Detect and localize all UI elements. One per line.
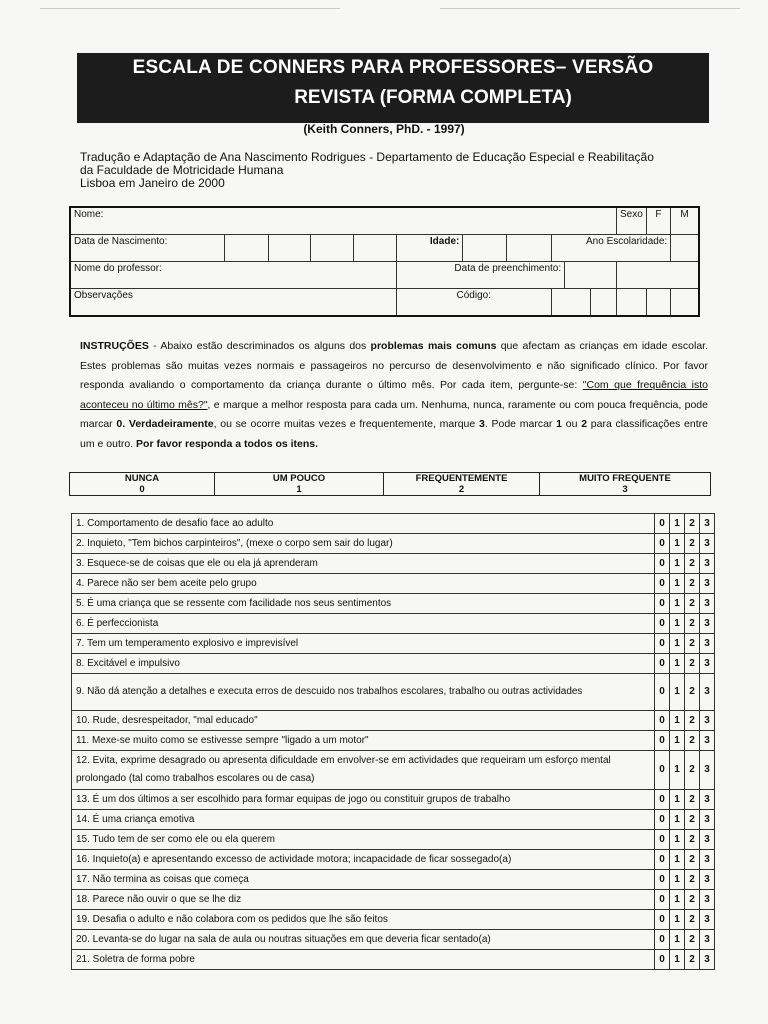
rating-option-2[interactable]: 2 [685, 514, 700, 534]
sex-label: Sexo [616, 207, 646, 235]
instructions-emphasis: 1 [556, 418, 563, 430]
name-label: Nome: [74, 209, 104, 220]
rating-option-2[interactable]: 2 [685, 654, 700, 674]
rating-option-3[interactable]: 3 [700, 950, 715, 970]
scale-cell [215, 473, 384, 496]
rating-option-3[interactable]: 3 [700, 850, 715, 870]
rating-option-2[interactable]: 2 [685, 810, 700, 830]
rating-option-2[interactable]: 2 [685, 751, 700, 790]
item-row [72, 910, 715, 930]
title-line-2: REVISTA (FORMA COMPLETA) [294, 87, 572, 108]
sex-f-option[interactable]: F [646, 207, 670, 235]
item-text: 21. Soletra de forma pobre [72, 950, 655, 970]
rating-option-1[interactable]: 1 [670, 514, 685, 534]
instructions-text: - Abaixo estão descriminados os alguns dos [148, 340, 371, 352]
scale-cell [70, 473, 215, 496]
item-row [72, 751, 715, 790]
instructions-text: ou [562, 418, 582, 430]
rating-option-2[interactable]: 2 [685, 890, 700, 910]
rating-option-1[interactable]: 1 [670, 890, 685, 910]
birthdate-label: Data de Nascimento: [70, 235, 224, 262]
item-text: 10. Rude, desrespeitador, "mal educado" [72, 711, 655, 731]
rating-option-0[interactable]: 0 [655, 711, 670, 731]
birthdate-cell[interactable] [311, 235, 354, 262]
item-row [72, 810, 715, 830]
rating-option-0[interactable]: 0 [655, 810, 670, 830]
rating-option-2[interactable]: 2 [685, 731, 700, 751]
rating-option-3[interactable]: 3 [700, 930, 715, 950]
rating-option-2[interactable]: 2 [685, 850, 700, 870]
rating-option-1[interactable]: 1 [670, 614, 685, 634]
item-text: 3. Esquece-se de coisas que ele ou ela já aprenderam [72, 554, 655, 574]
rating-scale-legend [69, 472, 711, 496]
rating-option-3[interactable]: 3 [700, 554, 715, 574]
rating-option-2[interactable]: 2 [685, 711, 700, 731]
item-row [72, 870, 715, 890]
item-text: 15. Tudo tem de ser como ele ou ela querem [72, 830, 655, 850]
rating-option-3[interactable]: 3 [700, 910, 715, 930]
instructions-text: que afectam as crianças em idade escolar. Estes problemas são muitas vezes normais e passageiros no percurso de desenvolvimento e não significado clínico. Por favor responda avaliando o comportamento da criança durante o último mês. Por cada item, pergunte-se: [80, 340, 708, 391]
rating-option-0[interactable]: 0 [655, 634, 670, 654]
scale-cell [540, 473, 711, 496]
item-text: 4. Parece não ser bem aceite pelo grupo [72, 574, 655, 594]
code-cell[interactable] [591, 289, 617, 317]
item-row [72, 731, 715, 751]
credits-block [80, 151, 720, 190]
rating-option-2[interactable]: 2 [685, 634, 700, 654]
item-row [72, 711, 715, 731]
birthdate-cell[interactable] [268, 235, 311, 262]
instructions-text: para classificações entre um e outro. [80, 418, 708, 450]
rating-option-3[interactable]: 3 [700, 574, 715, 594]
rating-option-0[interactable]: 0 [655, 554, 670, 574]
rating-option-3[interactable]: 3 [700, 674, 715, 711]
fill-date-label: Data de preenchimento: [396, 262, 564, 289]
rating-option-0[interactable]: 0 [655, 950, 670, 970]
item-row [72, 554, 715, 574]
rating-option-2[interactable]: 2 [685, 574, 700, 594]
item-row [72, 634, 715, 654]
item-row [72, 850, 715, 870]
item-text: 14. É uma criança emotiva [72, 810, 655, 830]
item-text: 2. Inquieto, "Tem bichos carpinteiros", (mexe o corpo sem sair do lugar) [72, 534, 655, 554]
instructions-emphasis: 3 [478, 418, 485, 430]
rating-option-2[interactable]: 2 [685, 930, 700, 950]
rating-option-2[interactable]: 2 [685, 554, 700, 574]
items-body [72, 514, 715, 970]
observations-label: Observações [74, 290, 133, 301]
item-text: 6. É perfeccionista [72, 614, 655, 634]
rating-option-0[interactable]: 0 [655, 514, 670, 534]
rating-option-0[interactable]: 0 [655, 594, 670, 614]
student-info-form [69, 206, 700, 317]
scan-artifact [440, 8, 740, 9]
rating-option-1[interactable]: 1 [670, 554, 685, 574]
observations-field[interactable] [70, 289, 396, 317]
item-row [72, 890, 715, 910]
teacher-name-label: Nome do professor: [74, 263, 162, 274]
rating-option-1[interactable]: 1 [670, 594, 685, 614]
code-label: Código: [396, 289, 551, 317]
code-cell[interactable] [551, 289, 590, 317]
code-cell[interactable] [616, 289, 646, 317]
school-year-cell[interactable] [671, 235, 699, 262]
code-cell[interactable] [671, 289, 699, 317]
rating-option-2[interactable]: 2 [685, 594, 700, 614]
rating-option-3[interactable]: 3 [700, 634, 715, 654]
teacher-name-field[interactable] [70, 262, 396, 289]
school-year-label: Ano Escolaridade: [551, 235, 671, 262]
rating-option-3[interactable]: 3 [700, 534, 715, 554]
title-line-1: ESCALA DE CONNERS PARA PROFESSORES– VERSÃO [132, 57, 654, 78]
age-label: Idade: [396, 235, 463, 262]
item-text: 8. Excitável e impulsivo [72, 654, 655, 674]
rating-option-3[interactable]: 3 [700, 514, 715, 534]
item-row [72, 514, 715, 534]
rating-option-1[interactable]: 1 [670, 790, 685, 810]
credit-line: Tradução e Adaptação de Ana Nascimento Rodrigues - Departamento de Educação Especial e Reabilitação [80, 150, 654, 164]
rating-option-1[interactable]: 1 [670, 674, 685, 711]
rating-option-2[interactable]: 2 [685, 534, 700, 554]
fill-date-cell[interactable] [565, 262, 617, 289]
age-cell[interactable] [463, 235, 507, 262]
rating-option-0[interactable]: 0 [655, 910, 670, 930]
instructions-emphasis: problemas mais comuns [370, 340, 497, 352]
rating-option-0[interactable]: 0 [655, 654, 670, 674]
rating-option-0[interactable]: 0 [655, 890, 670, 910]
rating-option-3[interactable]: 3 [700, 830, 715, 850]
rating-option-2[interactable]: 2 [685, 830, 700, 850]
rating-option-1[interactable]: 1 [670, 534, 685, 554]
item-text: 18. Parece não ouvir o que se lhe diz [72, 890, 655, 910]
instructions-text: , e marque a melhor resposta para cada um. Nenhuma, nunca, raramente ou com pouca frequência, pode marcar [80, 398, 708, 430]
item-row [72, 830, 715, 850]
rating-option-0[interactable]: 0 [655, 790, 670, 810]
item-text: 20. Levanta-se do lugar na sala de aula ou noutras situações em que deveria ficar sentado(a) [72, 930, 655, 950]
rating-option-1[interactable]: 1 [670, 711, 685, 731]
rating-option-2[interactable]: 2 [685, 870, 700, 890]
credit-line: Lisboa em Janeiro de 2000 [80, 176, 225, 190]
instructions-text: , ou se ocorre muitas vezes e frequentemente, marque [213, 418, 479, 430]
rating-option-0[interactable]: 0 [655, 674, 670, 711]
rating-option-3[interactable]: 3 [700, 870, 715, 890]
item-text: 17. Não termina as coisas que começa [72, 870, 655, 890]
item-row [72, 534, 715, 554]
item-text: 16. Inquieto(a) e apresentando excesso de actividade motora; incapacidade de ficar sossegado(a) [72, 850, 655, 870]
item-text: 1. Comportamento de desafio face ao adulto [72, 514, 655, 534]
rating-option-0[interactable]: 0 [655, 534, 670, 554]
scale-value: 2 [458, 484, 465, 495]
item-row [72, 654, 715, 674]
rating-option-1[interactable]: 1 [670, 930, 685, 950]
instructions-emphasis: 2 [581, 418, 588, 430]
rating-option-1[interactable]: 1 [670, 731, 685, 751]
rating-option-1[interactable]: 1 [670, 751, 685, 790]
rating-option-0[interactable]: 0 [655, 930, 670, 950]
item-text: 7. Tem um temperamento explosivo e imprevisível [72, 634, 655, 654]
sex-m-option[interactable]: M [671, 207, 699, 235]
rating-option-2[interactable]: 2 [685, 674, 700, 711]
scale-label: UM POUCO [272, 473, 326, 484]
rating-option-3[interactable]: 3 [700, 614, 715, 634]
item-row [72, 790, 715, 810]
rating-option-2[interactable]: 2 [685, 950, 700, 970]
name-field[interactable] [70, 207, 616, 235]
rating-option-1[interactable]: 1 [670, 634, 685, 654]
instructions-emphasis: Por favor responda a todos os itens. [136, 437, 319, 450]
item-text: 11. Mexe-se muito como se estivesse sempre "ligado a um motor" [72, 731, 655, 751]
author-line: (Keith Conners, PhD. - 1997) [303, 122, 465, 136]
rating-option-3[interactable]: 3 [700, 790, 715, 810]
item-text: 5. É uma criança que se ressente com facilidade nos seus sentimentos [72, 594, 655, 614]
rating-option-0[interactable]: 0 [655, 850, 670, 870]
rating-option-3[interactable]: 3 [700, 654, 715, 674]
rating-option-0[interactable]: 0 [655, 830, 670, 850]
rating-option-0[interactable]: 0 [655, 751, 670, 790]
rating-option-2[interactable]: 2 [685, 790, 700, 810]
rating-option-3[interactable]: 3 [700, 731, 715, 751]
rating-option-0[interactable]: 0 [655, 574, 670, 594]
rating-option-1[interactable]: 1 [670, 850, 685, 870]
item-row [72, 674, 715, 711]
rating-option-1[interactable]: 1 [670, 910, 685, 930]
rating-option-0[interactable]: 0 [655, 731, 670, 751]
scale-label: MUITO FREQUENTE [579, 473, 671, 484]
birthdate-cell[interactable] [354, 235, 397, 262]
item-row [72, 950, 715, 970]
rating-option-3[interactable]: 3 [700, 751, 715, 790]
scale-value: 1 [296, 484, 302, 495]
code-cell[interactable] [646, 289, 670, 317]
credit-line: da Faculdade de Motricidade Humana [80, 163, 284, 177]
rating-option-1[interactable]: 1 [670, 810, 685, 830]
rating-option-3[interactable]: 3 [700, 711, 715, 731]
scale-label: NUNCA [124, 473, 160, 484]
scan-artifact [40, 8, 340, 9]
item-text: 19. Desafia o adulto e não colabora com os pedidos que lhe são feitos [72, 910, 655, 930]
title-banner [77, 53, 709, 123]
rating-option-1[interactable]: 1 [670, 574, 685, 594]
item-text: 9. Não dá atenção a detalhes e executa erros de descuido nos trabalhos escolares, trabalho ou outras actividades [72, 674, 655, 711]
scale-value: 0 [139, 484, 145, 495]
instructions-text: . Pode marcar [484, 418, 557, 430]
item-row [72, 930, 715, 950]
rating-option-2[interactable]: 2 [685, 910, 700, 930]
rating-option-3[interactable]: 3 [700, 594, 715, 614]
rating-option-1[interactable]: 1 [670, 870, 685, 890]
item-text: 13. É um dos últimos a ser escolhido para formar equipas de jogo ou constituir grupos de trabalho [72, 790, 655, 810]
rating-option-3[interactable]: 3 [700, 810, 715, 830]
rating-option-3[interactable]: 3 [700, 890, 715, 910]
scale-value: 3 [622, 484, 628, 495]
item-row [72, 574, 715, 594]
rating-option-1[interactable]: 1 [670, 950, 685, 970]
fill-date-cell[interactable] [616, 262, 699, 289]
scale-label: FREQUENTEMENTE [415, 473, 508, 484]
scale-cell [384, 473, 540, 496]
items-table [71, 513, 715, 970]
rating-option-0[interactable]: 0 [655, 614, 670, 634]
birthdate-cell[interactable] [224, 235, 268, 262]
rating-option-0[interactable]: 0 [655, 870, 670, 890]
instructions-paragraph [80, 337, 708, 454]
item-text: 12. Evita, exprime desagrado ou apresenta dificuldade em envolver-se em actividades que requeiram um esforço mental prolongado (tal como trabalhos escolares ou de casa) [72, 751, 655, 790]
item-row [72, 614, 715, 634]
instructions-question: "Com que frequência isto aconteceu no último mês?" [80, 379, 708, 411]
rating-option-1[interactable]: 1 [670, 654, 685, 674]
rating-option-1[interactable]: 1 [670, 830, 685, 850]
rating-option-2[interactable]: 2 [685, 614, 700, 634]
instructions-lead: INSTRUÇÕES [80, 340, 149, 352]
item-row [72, 594, 715, 614]
instructions-emphasis: 0. Verdadeiramente [116, 418, 214, 430]
age-cell[interactable] [507, 235, 551, 262]
